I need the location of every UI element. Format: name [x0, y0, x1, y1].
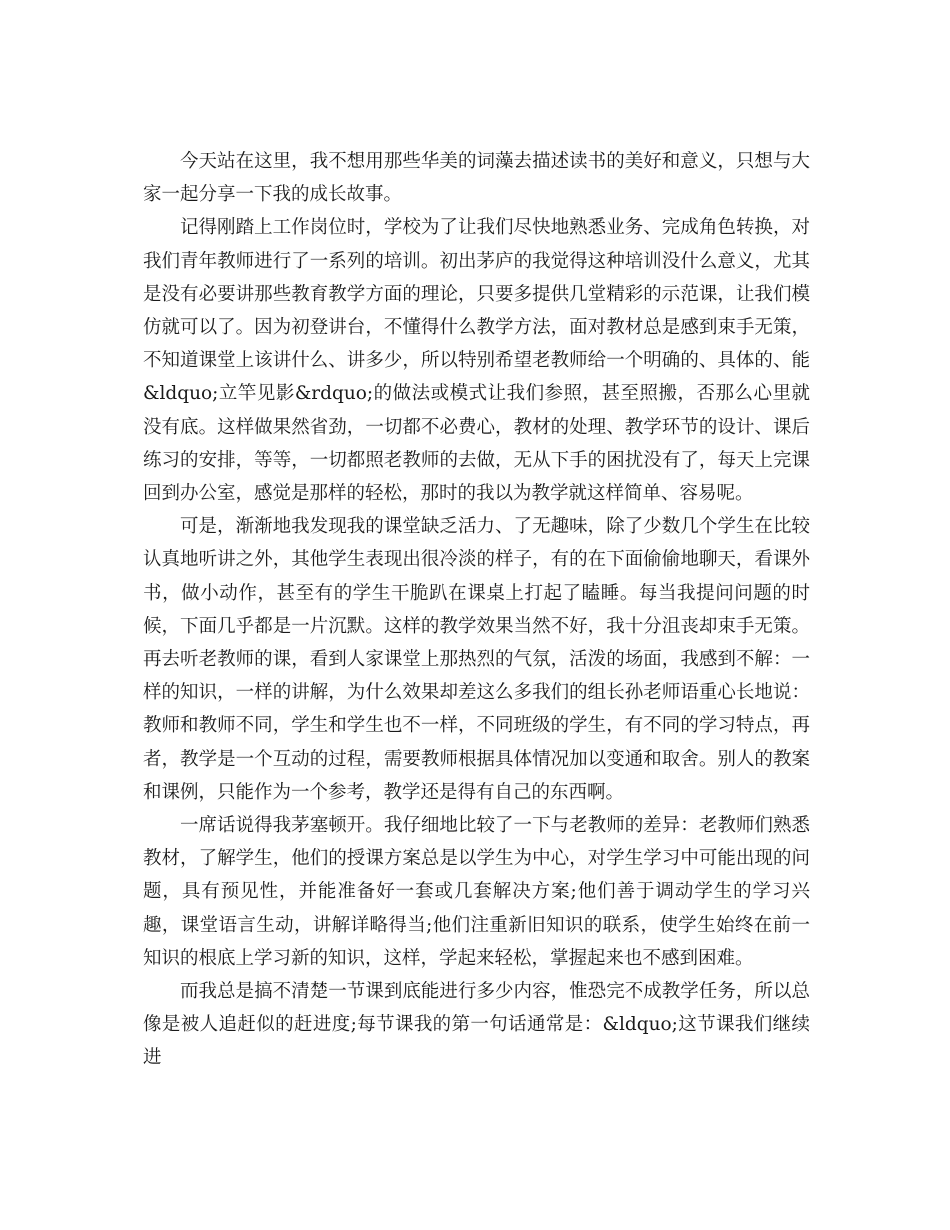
paragraph: 今天站在这里，我不想用那些华美的词藻去描述读书的美好和意义，只想与大家一起分享一下我的成长故事。 [143, 151, 810, 206]
paragraph: 可是，渐渐地我发现我的课堂缺乏活力、了无趣味，除了少数几个学生在比较认真地听讲之外，其他学生表现出很冷淡的样子，有的在下面偷偷地聊天，看课外书，做小动作，甚至有的学生干脆趴在课桌上打起了瞌睡。每当我提问问题的时候，下面几乎都是一片沉默。这样的教学效果当然不好，我十分沮丧却束手无策。再去听老教师的课，看到人家课堂上那热烈的气氛，活泼的场面，我感到不解：一样的知识，一样的讲解，为什么效果却差这么多我们的组长孙老师语重心长地说：教师和教师不同，学生和学生也不一样，不同班级的学生，有不同的学习特点，再者，教学是一个互动的过程，需要教师根据具体情况加以变通和取舍。别人的教案和课例，只能作为一个参考，教学还是得有自己的东西啊。 [143, 516, 810, 803]
paragraph: 一席话说得我茅塞顿开。我仔细地比较了一下与老教师的差异：老教师们熟悉教材，了解学生，他们的授课方案总是以学生为中心，对学生学习中可能出现的问题，具有预见性，并能准备好一套或几套解决方案;他们善于调动学生的学习兴趣，课堂语言生动，讲解详略得当;他们注重新旧知识的联系，使学生始终在前一知识的根底上学习新的知识，这样，学起来轻松，掌握起来也不感到困难。 [143, 815, 810, 969]
document-body [143, 145, 810, 1075]
paragraph: 而我总是搞不清楚一节课到底能进行多少内容，惟恐完不成教学任务，所以总像是被人追赶似的赶进度;每节课我的第一句话通常是：&ldquo;这节课我们继续进 [143, 981, 810, 1069]
paragraph: 记得刚踏上工作岗位时，学校为了让我们尽快地熟悉业务、完成角色转换，对我们青年教师进行了一系列的培训。初出茅庐的我觉得这种培训没什么意义，尤其是没有必要讲那些教育教学方面的理论，只要多提供几堂精彩的示范课，让我们模仿就可以了。因为初登讲台，不懂得什么教学方法，面对教材总是感到束手无策，不知道课堂上该讲什么、讲多少，所以特别希望老教师给一个明确的、具体的、能&ldquo;立竿见影&rdquo;的做法或模式让我们参照，甚至照搬，否那么心里就没有底。这样做果然省劲，一切都不必费心，教材的处理、教学环节的设计、课后练习的安排，等等，一切都照老教师的去做，无从下手的困扰没有了，每天上完课回到办公室，感觉是那样的轻松，那时的我以为教学就这样简单、容易呢。 [143, 217, 810, 505]
